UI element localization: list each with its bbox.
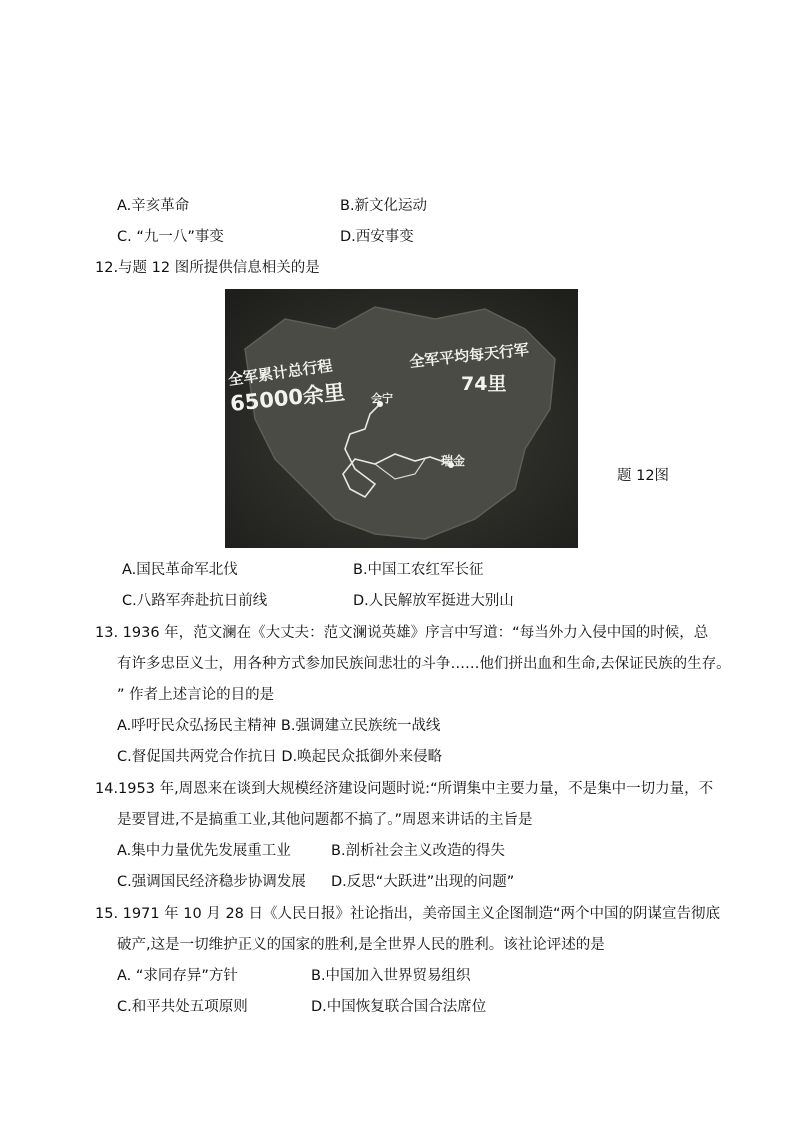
- total-distance-line2: 65000余里: [229, 380, 346, 416]
- q15-stem-line2: 破产,这是一切维护正义的国家的胜利,是全世界人民的胜利。该社论评述的是: [117, 937, 605, 953]
- q15-stem-line1: 15. 1971 年 10 月 28 日《人民日报》社论指出，美帝国主义企图制造“两个中国的阴谋宣告彻底: [95, 906, 721, 922]
- q12-option-b: B.中国工农红军长征: [353, 562, 484, 578]
- q12-option-c: C.八路军奔赴抗日前线: [122, 593, 268, 609]
- q15-option-c: C.和平共处五项原则: [117, 999, 248, 1015]
- huining-label: 会宁: [371, 392, 393, 405]
- q12-option-d: D.人民解放军挺进大别山: [353, 593, 514, 609]
- q11-option-a: A.辛亥革命: [117, 198, 190, 214]
- q13-stem-line2: 有许多忠臣义士，用各种方式参加民族间悲壮的斗争……他们拼出血和生命,去保证民族的生存。: [117, 656, 731, 672]
- q11-option-d: D.西安事变: [340, 229, 414, 245]
- q14-option-d: D.反思“大跃进”出现的问题”: [331, 874, 515, 890]
- q15-option-b: B.中国加入世界贸易组织: [311, 968, 471, 984]
- q13-stem-line1: 13. 1936 年，范文澜在《大丈夫：范文澜说英雄》序言中写道：“每当外力入侵中国的时候，总: [95, 625, 709, 641]
- q15-option-a: A. “求同存异”方针: [117, 968, 238, 984]
- daily-march-line1: 全军平均每天行军: [408, 340, 530, 371]
- q14-option-a: A.集中力量优先发展重工业: [117, 843, 291, 859]
- ruijin-label: 瑞金: [441, 454, 466, 468]
- q11-option-b: B.新文化运动: [340, 198, 428, 214]
- q14-stem-line1: 14.1953 年,周恩来在谈到大规模经济建设问题时说:“所谓集中主要力量，不是集中一切力量，不: [95, 781, 714, 797]
- figure-caption: 题 12图: [617, 468, 670, 484]
- q12-stem: 12.与题 12 图所提供信息相关的是: [95, 260, 320, 276]
- long-march-map-figure: [225, 289, 578, 548]
- q13-stem-line3: ” 作者上述言论的目的是: [117, 687, 275, 703]
- q13-options-ab: A.呼吁民众弘扬民主精神 B.强调建立民族统一战线: [117, 718, 441, 734]
- q12-option-a: A.国民革命军北伐: [122, 562, 238, 578]
- q15-option-d: D.中国恢复联合国合法席位: [311, 999, 487, 1015]
- q13-options-cd: C.督促国共两党合作抗日 D.唤起民众抵御外来侵略: [117, 749, 443, 765]
- q11-option-c: C. “九一八”事变: [117, 229, 224, 245]
- q14-option-b: B.剖析社会主义改造的得失: [331, 843, 506, 859]
- q14-stem-line2: 是要冒进,不是搞重工业,其他问题都不搞了。”周恩来讲话的主旨是: [117, 812, 533, 828]
- q14-option-c: C.强调国民经济稳步协调发展: [117, 874, 306, 890]
- total-distance-line1: 全军累计总行程: [227, 356, 334, 389]
- daily-march-line2: 74里: [461, 373, 507, 395]
- map-illustration: [225, 289, 578, 548]
